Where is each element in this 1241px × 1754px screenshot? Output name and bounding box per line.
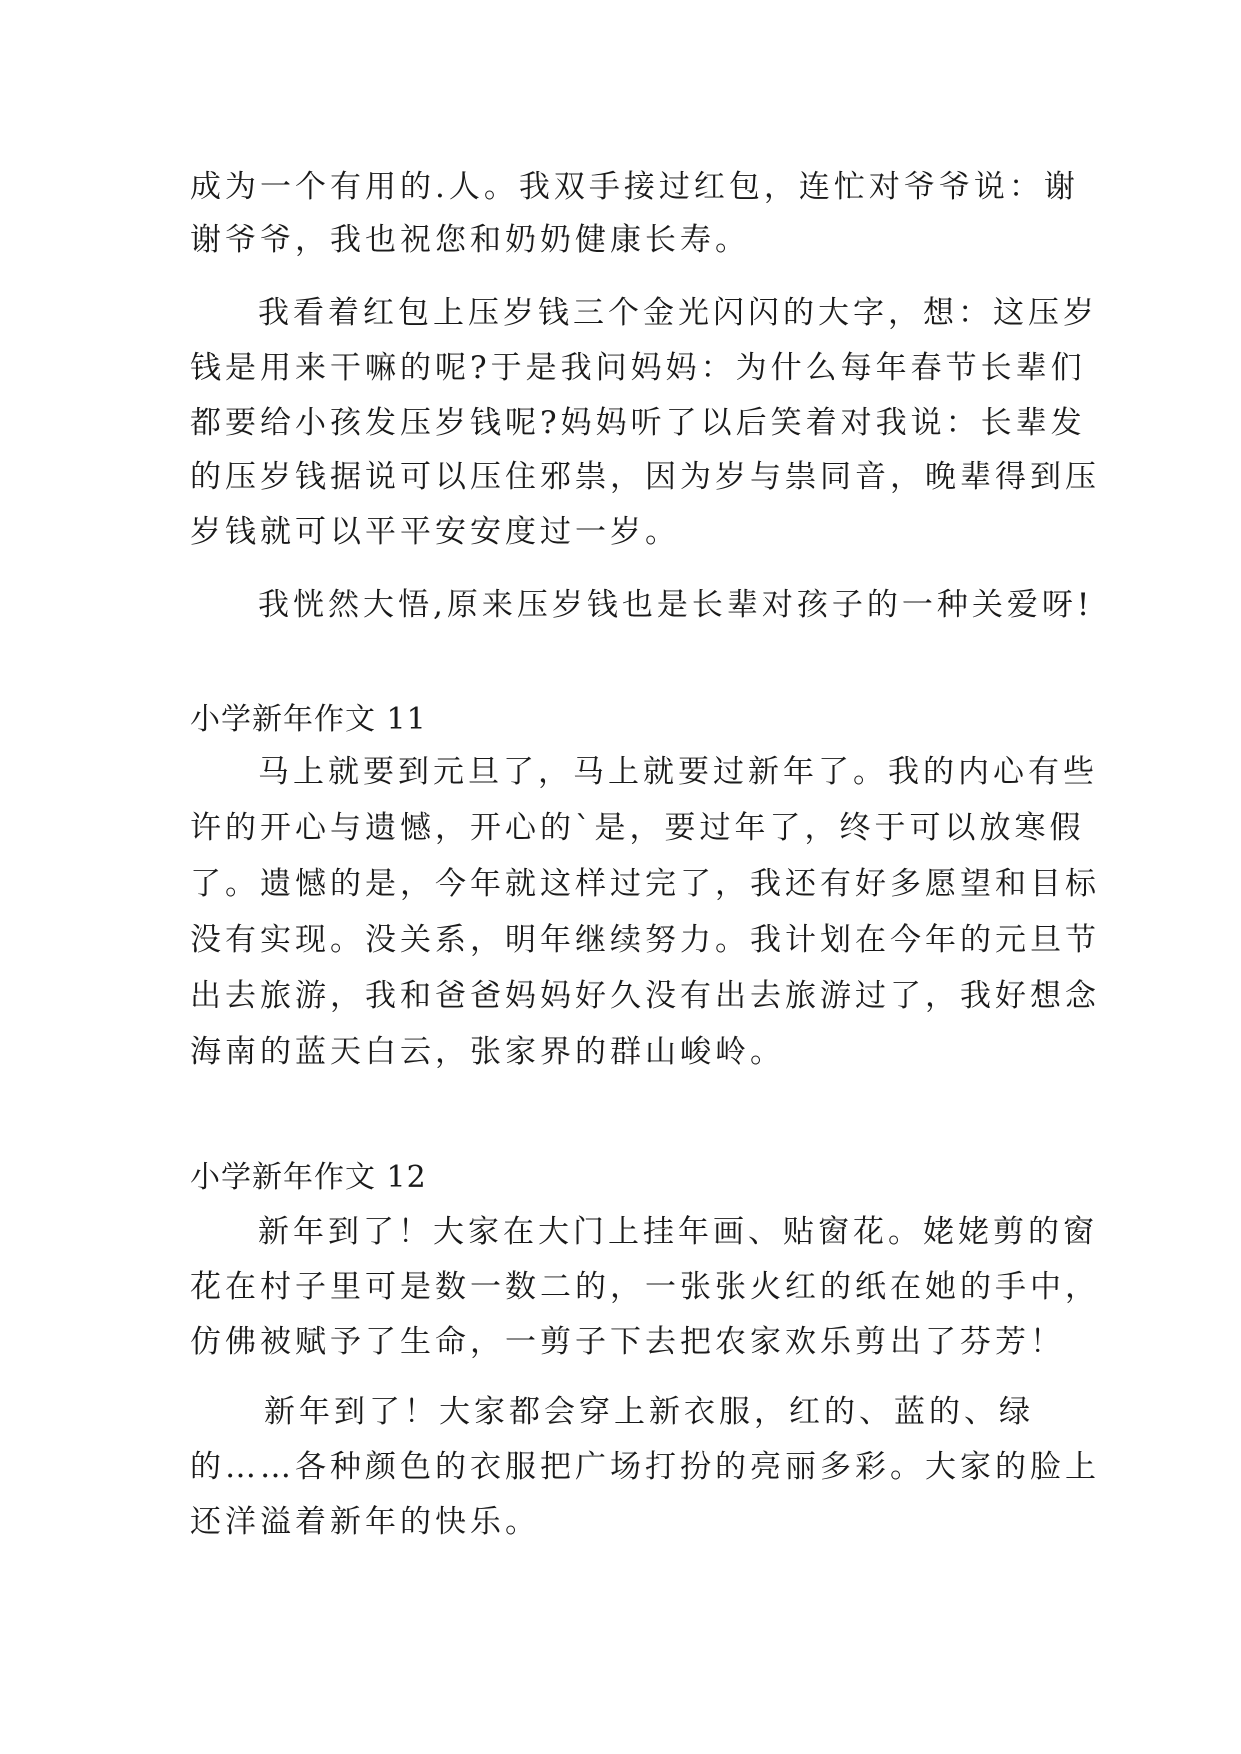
paragraph-line: 新年到了！大家在大门上挂年画、贴窗花。姥姥剪的窗	[258, 1214, 1098, 1250]
paragraph-line: 海南的蓝天白云，张家界的群山峻岭。	[190, 1034, 785, 1070]
paragraph-line: 谢爷爷，我也祝您和奶奶健康长寿。	[190, 222, 750, 258]
paragraph-line: 钱是用来干嘛的呢?于是我问妈妈：为什么每年春节长辈们	[190, 350, 1086, 386]
paragraph-line: 的……各种颜色的衣服把广场打扮的亮丽多彩。大家的脸上	[190, 1449, 1100, 1485]
paragraph-line: 许的开心与遗憾，开心的`是，要过年了，终于可以放寒假	[190, 810, 1085, 846]
paragraph-line: 我恍然大悟,原来压岁钱也是长辈对孩子的一种关爱呀!	[258, 587, 1094, 623]
paragraph-line: 没有实现。没关系，明年继续努力。我计划在今年的元旦节	[190, 922, 1100, 958]
paragraph-line: 还洋溢着新年的快乐。	[190, 1504, 540, 1540]
paragraph-line: 我看着红包上压岁钱三个金光闪闪的大字，想：这压岁	[258, 295, 1098, 331]
paragraph-line: 出去旅游，我和爸爸妈妈好久没有出去旅游过了，我好想念	[190, 978, 1100, 1014]
paragraph-line: 马上就要到元旦了，马上就要过新年了。我的内心有些	[258, 754, 1098, 790]
paragraph-line: 都要给小孩发压岁钱呢?妈妈听了以后笑着对我说：长辈发	[190, 405, 1086, 441]
paragraph-line: 了。遗憾的是，今年就这样过完了，我还有好多愿望和目标	[190, 866, 1100, 902]
essay-heading: 小学新年作文 12	[190, 1160, 427, 1195]
paragraph-line: 仿佛被赋予了生命，一剪子下去把农家欢乐剪出了芬芳！	[190, 1324, 1065, 1360]
paragraph-line: 的压岁钱据说可以压住邪祟，因为岁与祟同音，晚辈得到压	[190, 459, 1100, 495]
paragraph-line: 新年到了！大家都会穿上新衣服，红的、蓝的、绿	[264, 1394, 1034, 1430]
paragraph-line: 成为一个有用的.人。我双手接过红包，连忙对爷爷说：谢	[190, 169, 1079, 205]
essay-heading: 小学新年作文 11	[190, 702, 427, 737]
paragraph-line: 岁钱就可以平平安安度过一岁。	[190, 514, 680, 550]
paragraph-line: 花在村子里可是数一数二的，一张张火红的纸在她的手中，	[190, 1269, 1100, 1305]
